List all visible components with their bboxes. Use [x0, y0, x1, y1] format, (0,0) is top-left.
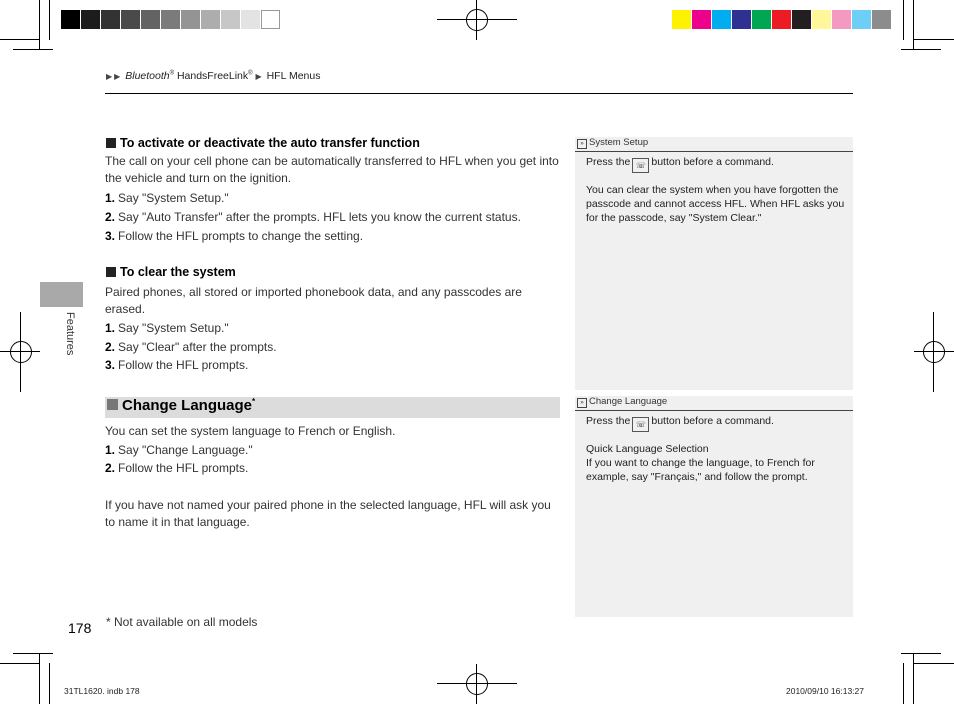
print-date-info: 2010/09/10 16:13:27 [786, 686, 864, 696]
change-language-title: Change Language* [107, 397, 255, 414]
page-number: 178 [68, 620, 92, 636]
crop-mark [39, 653, 40, 704]
color-swatch [261, 10, 280, 29]
crop-mark [913, 653, 914, 704]
auto-transfer-intro: The call on your cell phone can be automatically transferred to HFL when you get into the vehicle and turn on the ignition. [105, 154, 559, 185]
breadcrumb-item-bluetooth[interactable]: Bluetooth [125, 70, 170, 82]
color-swatch [101, 10, 120, 29]
color-swatch [201, 10, 220, 29]
color-swatch [241, 10, 260, 29]
crop-mark [13, 49, 53, 50]
header-divider [105, 93, 853, 94]
crop-mark [49, 0, 50, 40]
crop-mark [914, 663, 954, 664]
auto-transfer-step-1: 1. Say "System Setup." [105, 191, 229, 205]
note-change-language-subheading: Quick Language Selection [586, 443, 709, 455]
change-language-note: If you have not named your paired phone in the selected language, HFL will ask you to name it in that language. [105, 498, 551, 529]
talk-button-icon: ☏ [632, 158, 649, 173]
color-swatch [141, 10, 160, 29]
chapter-tab [40, 282, 83, 307]
talk-button-icon: ☏ [632, 417, 649, 432]
crop-mark [903, 663, 904, 704]
arrow-icon: ▶ [255, 72, 262, 81]
color-swatch [121, 10, 140, 29]
color-swatch [221, 10, 240, 29]
color-swatch [181, 10, 200, 29]
clear-system-heading: To clear the system [106, 265, 236, 279]
crop-mark [913, 0, 914, 50]
clear-system-intro: Paired phones, all stored or imported phonebook data, and any passcodes are erased. [105, 285, 522, 316]
note-change-language-header: » Change Language [575, 396, 853, 411]
color-swatch [772, 10, 791, 29]
breadcrumb-item-handsfreelink[interactable]: HandsFreeLink [174, 70, 249, 82]
crop-mark [901, 49, 941, 50]
change-language-step-2: 2. Follow the HFL prompts. [105, 461, 249, 475]
color-swatch [81, 10, 100, 29]
square-bullet-icon [106, 267, 116, 277]
color-swatch [692, 10, 711, 29]
clear-system-step-2: 2. Say "Clear" after the prompts. [105, 340, 277, 354]
color-swatch [872, 10, 891, 29]
footnote: * Not available on all models [106, 615, 258, 629]
auto-transfer-step-2: 2. Say "Auto Transfer" after the prompts. HFL lets you know the current status. [105, 210, 521, 224]
crop-mark [903, 0, 904, 40]
change-language-intro: You can set the system language to French or English. [105, 424, 396, 438]
crop-mark [901, 653, 941, 654]
color-swatch [732, 10, 751, 29]
crop-mark [49, 663, 50, 704]
color-swatch [832, 10, 851, 29]
note-system-setup [575, 137, 853, 390]
clear-system-step-1: 1. Say "System Setup." [105, 321, 229, 335]
auto-transfer-heading: To activate or deactivate the auto transfer function [106, 136, 420, 150]
color-swatch [161, 10, 180, 29]
change-language-step-1: 1. Say "Change Language." [105, 443, 253, 457]
note-system-setup-press: Press the ☏ button before a command. [586, 155, 848, 173]
square-bullet-icon [106, 138, 116, 148]
arrow-icon: ▶ [106, 72, 113, 81]
color-swatch [812, 10, 831, 29]
color-swatch [852, 10, 871, 29]
note-system-setup-body: You can clear the system when you have forgotten the passcode and cannot access HFL. When HFL asks you for the passcode, say "System Clear." [586, 184, 845, 224]
crop-mark [13, 653, 53, 654]
crop-mark [39, 0, 40, 50]
note-icon: » [577, 398, 587, 408]
crop-mark [0, 39, 40, 40]
breadcrumb: ▶ ▶ Bluetooth® HandsFreeLink® ▶ HFL Menus [106, 70, 321, 82]
color-swatch [792, 10, 811, 29]
note-change-language-body: If you want to change the language, to French for example, say "Français," and follow the prompt. [586, 457, 815, 483]
note-system-setup-header: » System Setup [575, 137, 853, 152]
auto-transfer-step-3: 3. Follow the HFL prompts to change the setting. [105, 229, 364, 243]
color-swatch [61, 10, 80, 29]
square-bullet-icon [107, 399, 118, 410]
arrow-icon: ▶ [114, 72, 121, 81]
color-swatch [672, 10, 691, 29]
note-icon: » [577, 139, 587, 149]
color-swatch [712, 10, 731, 29]
color-swatch [752, 10, 771, 29]
print-file-info: 31TL1620. indb 178 [64, 686, 140, 696]
note-change-language-press: Press the ☏ button before a command. [586, 414, 848, 432]
breadcrumb-item-hfl-menus[interactable]: HFL Menus [266, 70, 321, 82]
clear-system-step-3: 3. Follow the HFL prompts. [105, 358, 249, 372]
chapter-tab-label: Features [64, 312, 76, 356]
note-change-language [575, 396, 853, 617]
crop-mark [0, 663, 40, 664]
crop-mark [914, 39, 954, 40]
